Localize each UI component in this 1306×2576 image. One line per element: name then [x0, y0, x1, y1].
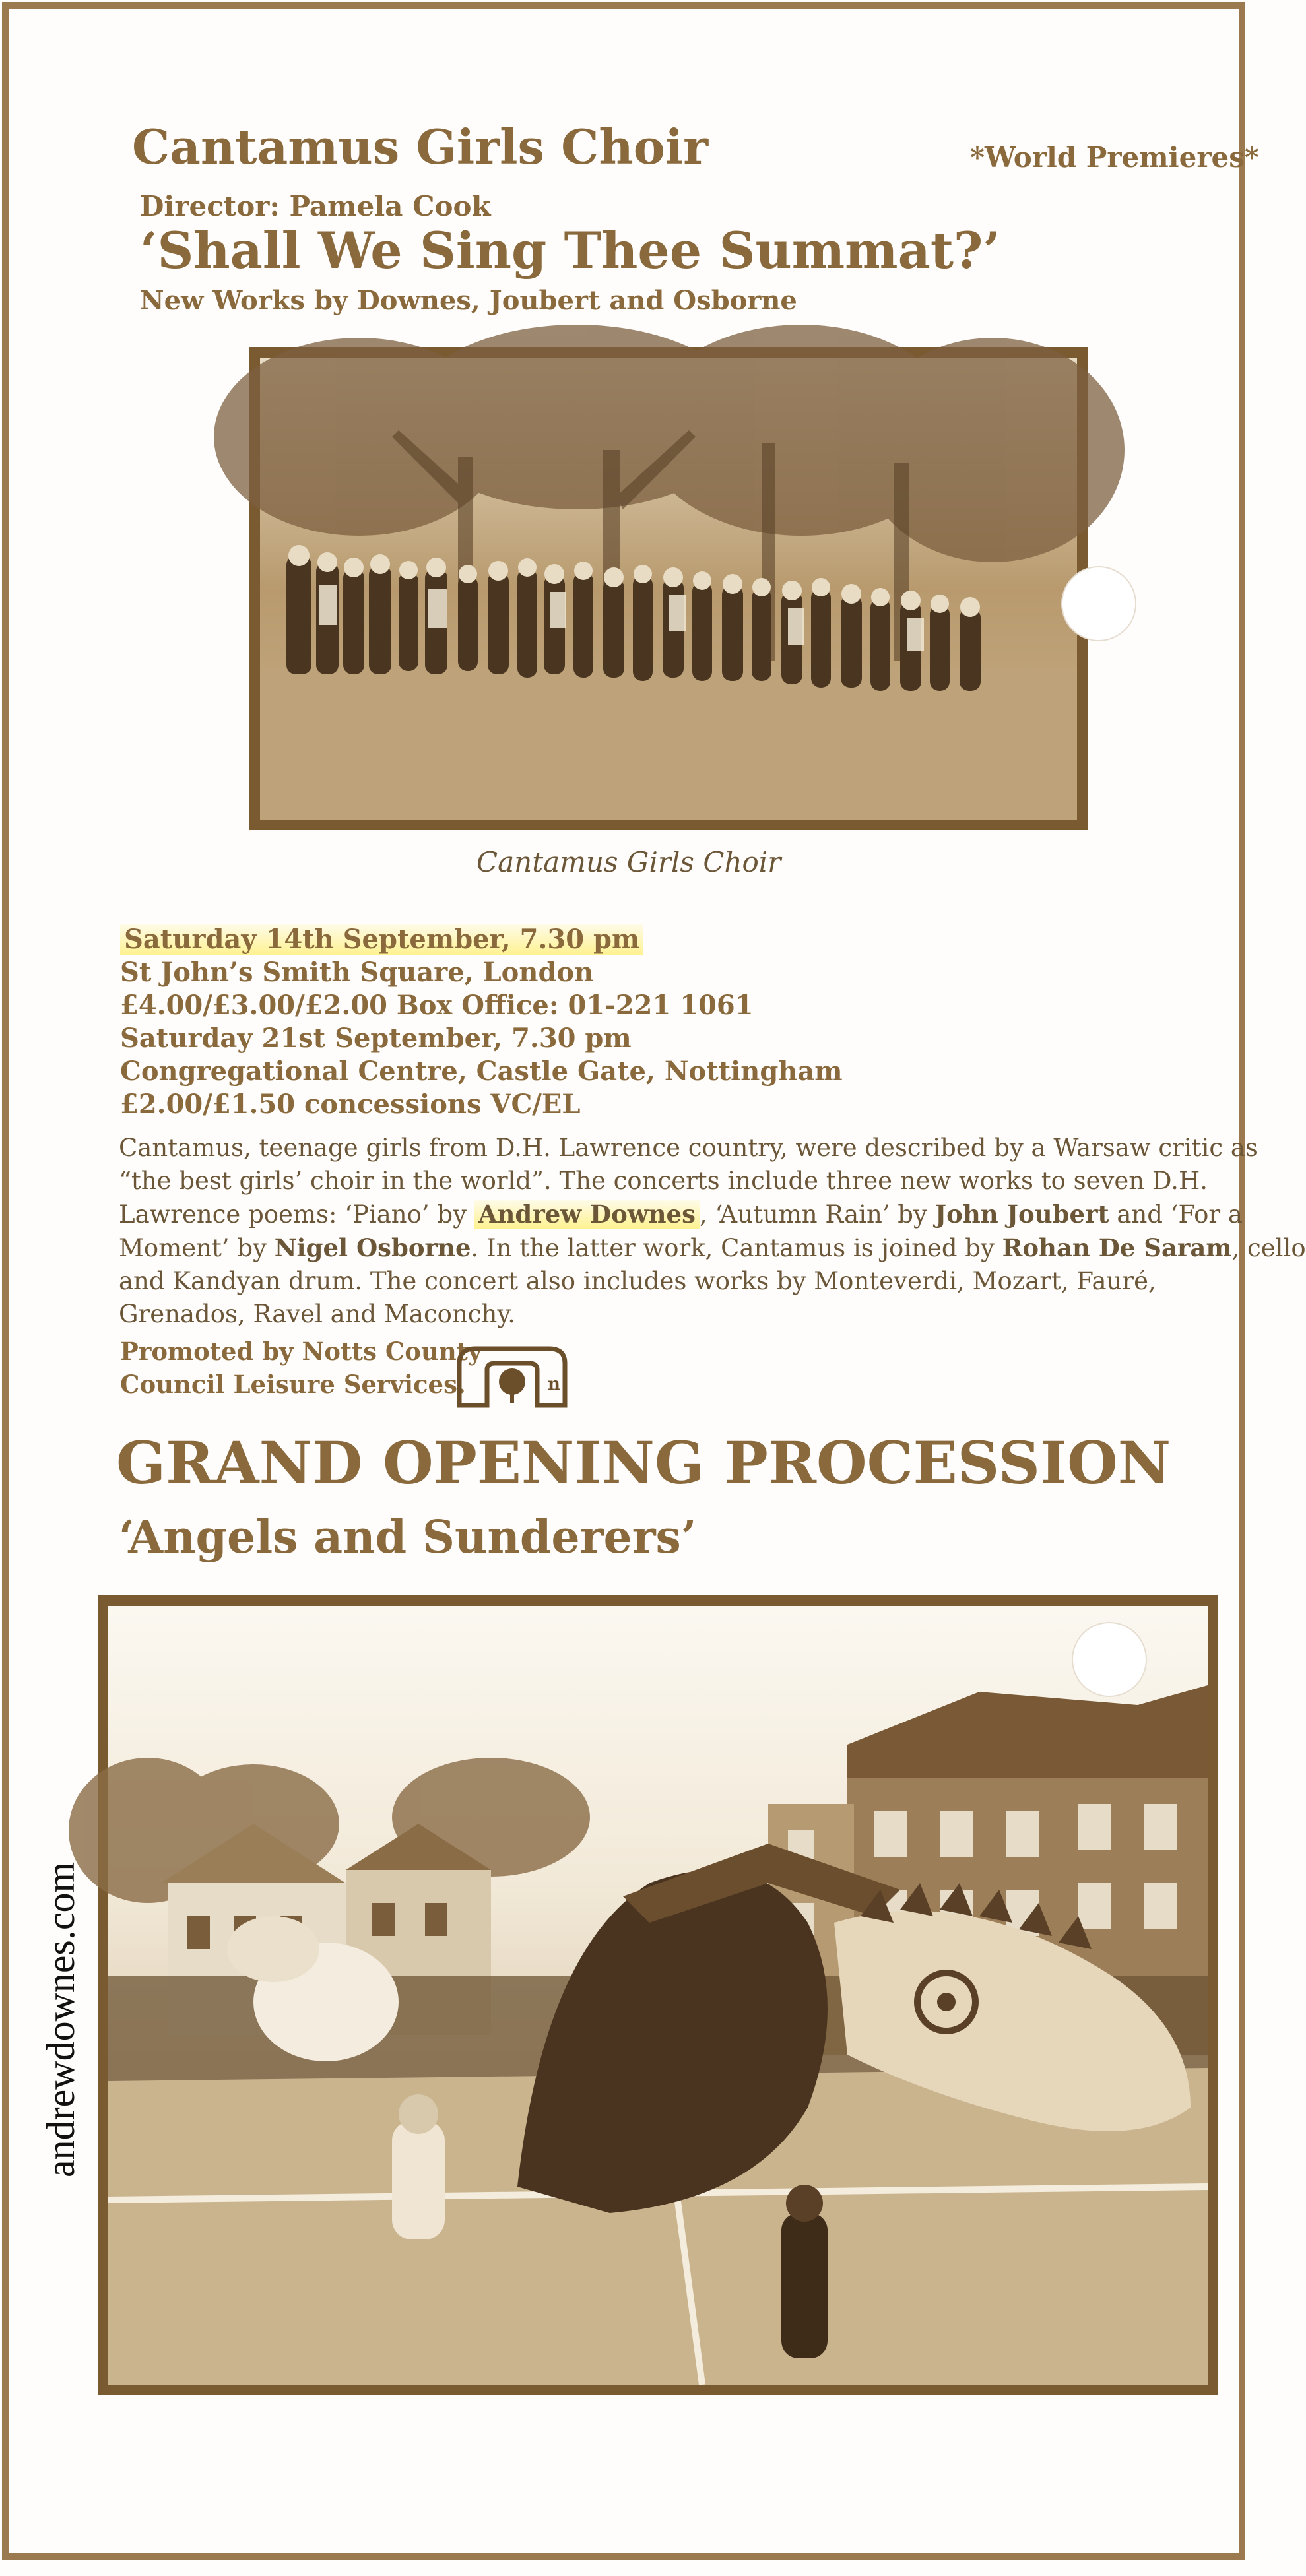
composer-andrew-downes: Andrew Downes [474, 1200, 700, 1229]
choir-title: Cantamus Girls Choir [132, 119, 709, 175]
promoter-line-2: Council Leisure Services. [120, 1370, 466, 1399]
performer-rohan-de-saram: Rohan De Saram [1002, 1233, 1232, 1262]
event-2-date: Saturday 21st September, 7.30 pm [120, 1023, 632, 1054]
procession-title: GRAND OPENING PROCESSION [116, 1429, 1171, 1497]
punch-hole [1072, 1622, 1147, 1697]
composer-nigel-osborne: Nigel Osborne [274, 1233, 471, 1262]
event-2-tickets: £2.00/£1.50 concessions VC/EL [120, 1089, 581, 1120]
event-1-venue: St John’s Smith Square, London [120, 957, 594, 988]
procession-photo [98, 1595, 1218, 2395]
concert-title: ‘Shall We Sing Thee Summat?’ [140, 221, 1000, 280]
event-1-date: Saturday 14th September, 7.30 pm [120, 924, 643, 955]
description-line: Cantamus, teenage girls from D.H. Lawrence country, were described by a Warsaw critic as [119, 1134, 1258, 1162]
description-line: Lawrence poems: ‘Piano’ by Andrew Downes , ‘Autumn Rain’ by John Joubert and ‘For a [119, 1200, 1243, 1229]
world-premieres-label: *World Premieres* [970, 141, 1259, 174]
procession-subtitle: ‘Angels and Sunderers’ [119, 1511, 697, 1564]
description-line: Moment’ by Nigel Osborne. In the latter work, Cantamus is joined by Rohan De Saram, cello [119, 1233, 1306, 1262]
composer-john-joubert: John Joubert [934, 1200, 1109, 1229]
notts-county-council-logo [455, 1343, 569, 1409]
promoter-line-1: Promoted by Notts County [120, 1337, 482, 1366]
event-2-venue: Congregational Centre, Castle Gate, Nottingham [120, 1056, 843, 1087]
description-line: Grenados, Ravel and Maconchy. [119, 1300, 516, 1328]
punch-hole [1061, 566, 1136, 641]
description-line: “the best girls’ choir in the world”. The concerts include three new works to seven D.H. [119, 1167, 1208, 1195]
director-line: Director: Pamela Cook [140, 190, 491, 222]
event-1-tickets: £4.00/£3.00/£2.00 Box Office: 01-221 1061 [120, 990, 754, 1021]
choir-photo [249, 347, 1088, 830]
description-line: and Kandyan drum. The concert also includes works by Monteverdi, Mozart, Fauré, [119, 1267, 1156, 1295]
logo-letter: n [548, 1374, 560, 1394]
photo-caption: Cantamus Girls Choir [476, 846, 781, 878]
concert-description [119, 1132, 1306, 1331]
new-works-line: New Works by Downes, Joubert and Osborne [140, 285, 797, 316]
